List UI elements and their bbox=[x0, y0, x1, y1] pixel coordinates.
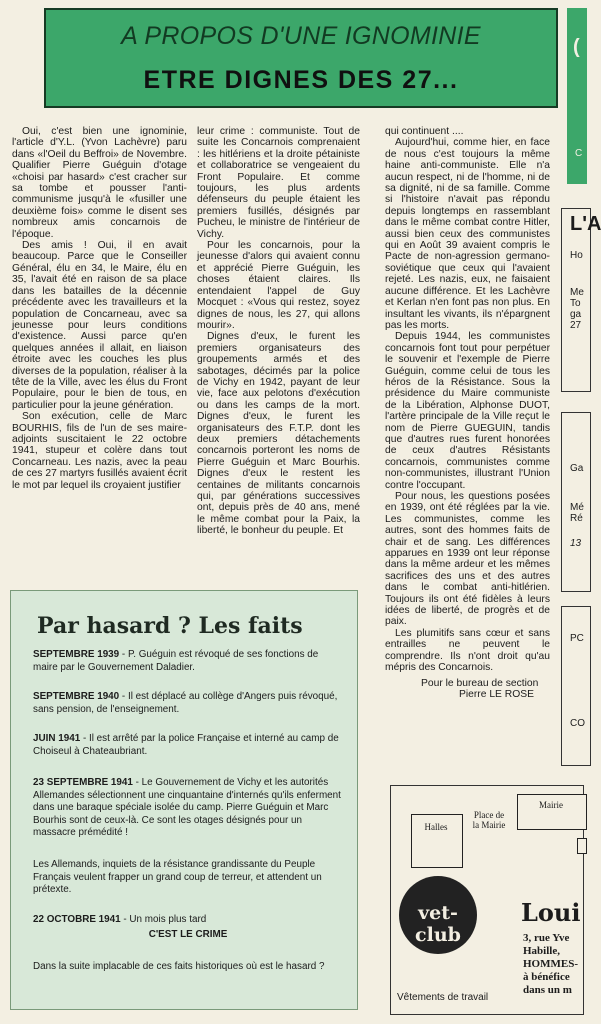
article-column-1 bbox=[12, 126, 187, 491]
fact-text: - P. Guéguin est révoqué de ses fonctions de maire par le Gouvernement Daladier. bbox=[33, 649, 319, 673]
adjacent-banner-fragment bbox=[567, 8, 587, 184]
fact-text: - Un mois plus tard bbox=[120, 914, 207, 925]
facts-closing: Dans la suite implacable de ces faits historiques où est le hasard ? bbox=[33, 961, 325, 972]
address-line: Habille, bbox=[523, 945, 560, 957]
headline-title: ETRE DIGNES DES 27... bbox=[143, 66, 459, 94]
map-label-place: Place de la Mairie bbox=[472, 810, 506, 830]
signoff-author: Pierre LE ROSE bbox=[459, 688, 534, 700]
crime-line: C'EST LE CRIME bbox=[148, 929, 228, 940]
paragraph: Des amis ! Oui, il en avait beaucoup. Parce que le Conseiller Général, élu en 34, le Maire, élu en 35, l'avait été en raison de sa place dans les batailles de la décennie précédente avec les travailleurs et la population de Concarneau, avec sa jeunesse pour leurs conditions d'existence. Aussi parce qu'en quelques années il allait, en liaison étroite avec les couches les plus diverses de la population, réaliser à la tête de la Ville, avec les élus du Front Populaire, pour le bien de tous, en particulier pour la jeune génération. bbox=[12, 240, 187, 411]
fact-date: 22 OCTOBRE 1941 bbox=[33, 914, 121, 925]
adjacent-article-fragment bbox=[561, 412, 591, 592]
fragment-line: PC bbox=[570, 633, 584, 644]
store-address bbox=[523, 932, 578, 997]
map-label-halles: Halles bbox=[424, 822, 448, 832]
fragment-line: Ga bbox=[570, 463, 584, 474]
fact-item bbox=[33, 649, 343, 674]
adjacent-article-fragment bbox=[561, 208, 601, 392]
paragraph: leur crime : communiste. Tout de suite les Concarnois comprenaient : les hitlériens et la droite pétainiste et collaboratrice se vengeaient du Front Populaire. Et comme toujours, les plus ardents défenseurs du peuple étaient les premiers fusillés, désignés par Pucheu, le ministre de l'intérieur de Vichy. bbox=[197, 126, 360, 240]
fact-item bbox=[33, 859, 343, 897]
fragment-line: Mé bbox=[570, 502, 584, 513]
fragment-line: Me bbox=[570, 287, 584, 298]
logo-text: vet-club bbox=[415, 902, 461, 946]
article-column-2 bbox=[197, 126, 360, 537]
fragment-line: To bbox=[570, 298, 581, 309]
paragraph: Pour les concarnois, pour la jeunesse d'alors qui avaient connu et apprécié Pierre Guéguin, les choses étaient claires. Ils entendaient l'appel de Guy Mocquet : «Vous qui restez, soyez dignes de nous, les 27, qui allons mourir». bbox=[197, 240, 360, 331]
fragment-line: Ré bbox=[570, 513, 583, 524]
ad-caption: Vêtements de travail bbox=[397, 992, 489, 1003]
fact-text: Les Allemands, inquiets de la résistance grandissante du Peuple Français veulent frapper un grand coup de terreur, et attendent un prétexte. bbox=[33, 859, 322, 895]
fact-item bbox=[33, 777, 343, 840]
adjacent-banner-text: ( bbox=[573, 36, 580, 58]
fragment-line: 27 bbox=[570, 320, 582, 331]
fragment-line: Ho bbox=[570, 250, 583, 261]
fact-text: - Le Gouvernement de Vichy et les autorités Allemandes sélectionnent une cinquantaine d'internés qu'ils enferment dans une baraque spéciale isolée du camp. Pierre Guéguin et Marc Bourhis sont de ceux-là. Ce sont les otages désignés pour un massacre prémédité ! bbox=[33, 777, 341, 838]
headline-banner bbox=[44, 8, 558, 108]
map-label-mairie: Mairie bbox=[539, 800, 563, 810]
map-block bbox=[577, 838, 587, 854]
fact-date: JUIN 1941 bbox=[33, 733, 81, 744]
facts-sidebar bbox=[10, 590, 358, 1010]
address-line: à bénéfice bbox=[523, 971, 570, 983]
article-column-3 bbox=[385, 126, 550, 700]
vet-club-logo bbox=[399, 876, 477, 954]
paragraph: Pour nous, les questions posées en 1939, ont été réglées par la vie. Les communistes, comme les autres, sont des hommes faits de chair et de sang. Les différences apparues en 1939 ont leur réponse dans la même ardeur et les mêmes sacrifices des uns et des autres dans le combat anti-hitlérien. Toujours ils ont été fidèles à leurs idées de liberté, de progrès et de paix. bbox=[385, 491, 550, 628]
signoff bbox=[385, 678, 550, 701]
paragraph: Son exécution, celle de Marc BOURHIS, fils de l'un de ses maire-adjoints suscitaient le 22 octobre 1941, stupeur et colère dans tout Concarneau. Les nazis, avec la peau de ces 27 martyrs fusillés avaient écrit le mot par lequel ils croyaient justifier bbox=[12, 411, 187, 491]
address-line: HOMMES- bbox=[523, 958, 578, 970]
adjacent-article-fragment bbox=[561, 606, 591, 766]
fragment-line: ga bbox=[570, 309, 582, 320]
fact-date: SEPTEMBRE 1939 bbox=[33, 649, 120, 660]
adjacent-banner-letter: C bbox=[575, 148, 583, 159]
paragraph: Aujourd'hui, comme hier, en face de nous c'est toujours la même haine anti-communiste. Elle n'a aucun respect, ni de l'homme, ni de sa dignité, ni de sa famille. Comme si l'histoire n'avait pas répondu depuis longtemps en rassemblant dans le même combat contre Hitler, aussi bien ceux des communistes qui en Août 39 avaient compris le Pacte de non-agression germano-soviétique que ceux qui l'avaient rejeté. Les nazis, eux, ne faisaient aucune différence. Et les Lachèvre et Kerlan n'en font pas non plus. En insultant les vivants, ils n'épargnent pas les morts. bbox=[385, 137, 550, 331]
store-name: Loui bbox=[521, 898, 581, 927]
paragraph: Dignes d'eux, le furent les premiers organisateurs des groupements armés et des sabotages, décimés par la police de Vichy en 1942, payant de leur vie, face aux pelotons d'exécution ou dans les camps de la mort. Dignes d'eux, le furent les organisateurs des F.T.P. dont les deux premiers détachements concarnois porteront les noms de Pierre Guéguin et Marc Bourhis. Dignes d'eux le restent les centaines de militants concarnois qui, par générations successives ont, depuis près de 40 ans, mené le même combat pour la Paix, la liberté, le bonheur du peuple. Et bbox=[197, 331, 360, 537]
address-line: dans un m bbox=[523, 984, 572, 996]
paragraph: Depuis 1944, les communistes concarnois font tout pour perpétuer le souvenir et l'exemple de Pierre Guéguin, comme celui de tous les héros de la Résistance. Sous la présidence du Maire communiste de la Libération, Alphonse DUOT, l'artère principale de la Ville reçut le nom de Pierre GUEGUIN, tandis que d'autres rues furent honorées de ceux d'autres Résistants concarnois, communistes comme non-communistes, illustrant l'Union contre l'occupant. bbox=[385, 331, 550, 491]
fragment-line: CO bbox=[570, 718, 585, 729]
fact-item bbox=[33, 691, 343, 716]
fact-date: 23 SEPTEMBRE 1941 bbox=[33, 777, 133, 788]
fragment-line: L'A bbox=[570, 213, 601, 235]
fact-text: - Il est arrêté par la police Française et interné au camp de Choiseul à Chateaubriant. bbox=[33, 733, 339, 757]
facts-heading: Par hasard ? Les faits bbox=[37, 613, 303, 639]
paragraph: Oui, c'est bien une ignominie, l'article d'Y.L. (Yvon Lachèvre) paru dans «l'Oeil du Beffroi» de Novembre. Qualifier Pierre Guéguin d'otage «choisi par hasard» c'est cracher sur sa tombe et pousser l'anti-communisme jusqu'à le «fusiller une deuxième fois» comme le disent ses nombreux amis concarnois de l'époque. bbox=[12, 126, 187, 240]
address-line: 3, rue Yve bbox=[523, 932, 570, 944]
paragraph: Les plumitifs sans cœur et sans entrailles ne peuvent le comprendre. Ils n'ont droit qu'au mépris des Concarnois. bbox=[385, 627, 550, 674]
headline-kicker: A PROPOS D'UNE IGNOMINIE bbox=[121, 22, 481, 50]
fact-item bbox=[33, 914, 343, 927]
fact-date: SEPTEMBRE 1940 bbox=[33, 691, 120, 702]
paragraph: qui continuent .... bbox=[385, 126, 464, 137]
fragment-line: 13 bbox=[570, 538, 582, 549]
signoff-role: Pour le bureau de section bbox=[421, 677, 539, 689]
fact-item bbox=[33, 733, 343, 758]
fact-text: - Il est déplacé au collège d'Angers puis révoqué, sans pension, de l'enseignement. bbox=[33, 691, 338, 715]
advertisement bbox=[390, 785, 584, 1015]
